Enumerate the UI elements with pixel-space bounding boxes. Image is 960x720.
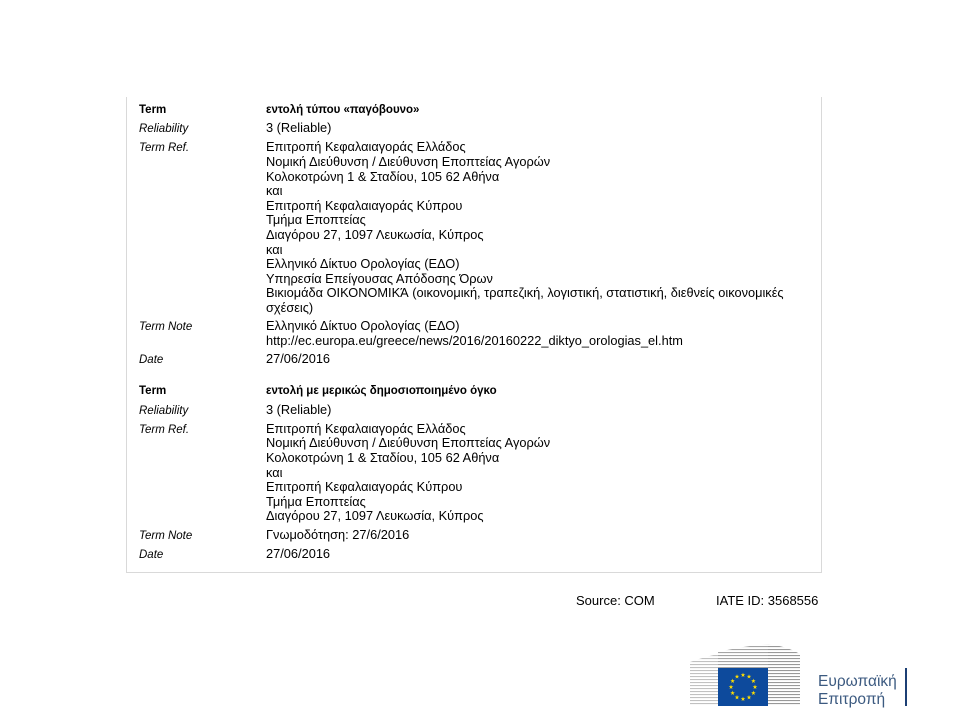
term-value: εντολή με μερικώς δημοσιοποιημένο όγκο [266, 385, 497, 398]
term-note-line: Ελληνικό Δίκτυο Ορολογίας (ΕΔΟ) [266, 318, 460, 334]
logo-wordmark [818, 673, 897, 709]
term-value: εντολή τύπου «παγόβουνο» [266, 104, 420, 116]
term-ref-line: σχέσεις) [266, 299, 314, 315]
term-ref-label: Term Ref. [139, 142, 190, 155]
date-row [139, 352, 821, 368]
term-ref-label: Term Ref. [139, 423, 190, 436]
reliability-value: 3 (Reliable) [266, 120, 332, 136]
term-ref-line: Ελληνικό Δίκτυο Ορολογίας (ΕΔΟ) [266, 256, 460, 272]
reliability-value: 3 (Reliable) [266, 401, 332, 417]
date-label: Date [139, 353, 164, 366]
term-ref-line: Επιτροπή Κεφαλαιαγοράς Κύπρου [266, 197, 463, 213]
term-ref-line: Διαγόρου 27, 1097 Λευκωσία, Κύπρος [266, 226, 484, 242]
term-note-value [266, 319, 683, 348]
iate-id-text: IATE ID: 3568556 [716, 593, 819, 608]
reliability-label: Reliability [139, 123, 189, 136]
date-value: 27/06/2016 [266, 545, 331, 561]
date-value: 27/06/2016 [266, 350, 331, 366]
term-entry [139, 103, 821, 367]
term-note-value [266, 528, 409, 543]
term-ref-line: και [266, 183, 283, 199]
term-ref-line: Επιτροπή Κεφαλαιαγοράς Ελλάδος [266, 420, 466, 436]
reliability-row [139, 121, 821, 137]
term-ref-line: Νομική Διεύθυνση / Διεύθυνση Εποπτείας Αγορών [266, 153, 551, 169]
term-ref-line: Κολοκοτρώνη 1 & Σταδίου, 105 62 Αθήνα [266, 450, 500, 466]
term-ref-line: Κολοκοτρώνη 1 & Σταδίου, 105 62 Αθήνα [266, 168, 500, 184]
term-ref-line: Βικιομάδα ΟΙΚΟΝΟΜΙΚΆ (οικονομική, τραπεζική, λογιστική, στατιστική, διεθνείς οικονομικές [266, 285, 784, 301]
term-ref-line: Επιτροπή Κεφαλαιαγοράς Κύπρου [266, 479, 463, 495]
term-ref-line: Τμήμα Εποπτείας [266, 212, 366, 228]
term-note-line: Γνωμοδότηση: 27/6/2016 [266, 526, 410, 542]
term-ref-line: Υπηρεσία Επείγουσας Απόδοσης Όρων [266, 270, 493, 286]
term-ref-value [266, 140, 784, 315]
logo-wordmark-line: Ευρωπαϊκή [818, 673, 897, 690]
term-ref-value [266, 422, 550, 524]
logo-divider-bar [905, 668, 907, 706]
term-note-label: Term Note [139, 321, 193, 334]
reliability-row [139, 403, 821, 419]
logo-wordmark-line: Επιτροπή [818, 691, 886, 708]
term-ref-line: Τμήμα Εποπτείας [266, 493, 366, 509]
term-ref-row [139, 140, 821, 315]
european-commission-logo-icon [686, 640, 802, 708]
term-ref-line: Διαγόρου 27, 1097 Λευκωσία, Κύπρος [266, 508, 484, 524]
reliability-label: Reliability [139, 404, 189, 417]
term-row [139, 384, 821, 399]
source-text: Source: COM [576, 593, 655, 608]
term-note-row [139, 319, 821, 348]
term-entries-panel [126, 97, 822, 573]
term-label: Term [139, 104, 167, 116]
term-ref-line: Επιτροπή Κεφαλαιαγοράς Ελλάδος [266, 139, 466, 155]
term-entry [139, 384, 821, 562]
term-row [139, 103, 821, 118]
term-ref-line: και [266, 241, 283, 257]
term-note-label: Term Note [139, 529, 193, 542]
term-label: Term [139, 385, 167, 398]
date-row [139, 547, 821, 563]
term-ref-line: Νομική Διεύθυνση / Διεύθυνση Εποπτείας Αγορών [266, 435, 551, 451]
date-label: Date [139, 548, 164, 561]
eu-flag-icon [718, 668, 768, 706]
term-note-row [139, 528, 821, 544]
term-ref-line: και [266, 464, 283, 480]
term-ref-row [139, 422, 821, 524]
term-note-url: http://ec.europa.eu/greece/news/2016/20160222_diktyo_orologias_el.htm [266, 332, 683, 348]
